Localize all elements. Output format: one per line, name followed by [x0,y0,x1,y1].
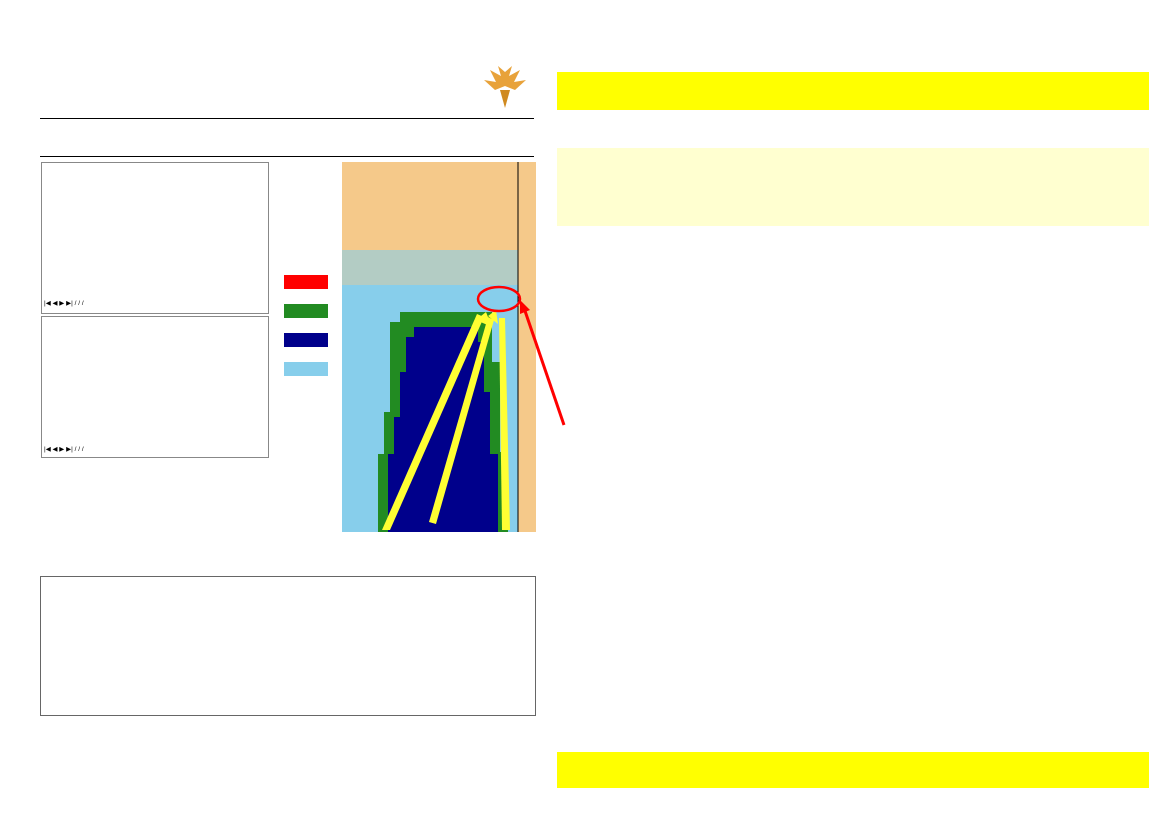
reverse-tabs: |◀ ◀ ▶ ▶| / / / [44,446,84,453]
detox-promo [557,752,1149,788]
phoenix-logo [480,64,530,118]
forward-table-panel [41,162,269,314]
oil-bar-chart [40,576,536,716]
point-title [557,148,1149,226]
lane-oil-graph [342,162,536,532]
tab-nav-arrows[interactable]: |◀ ◀ ▶ ▶| [44,300,73,307]
legend-forward-swatch [284,275,328,289]
difficulty-level [557,72,1149,110]
reverse-table-panel [41,316,269,458]
legend-combined-swatch [284,333,328,347]
forward-tabs: |◀ ◀ ▶ ▶| / / / [44,300,84,307]
legend-reverse-swatch [284,304,328,318]
legend-buff-swatch [284,362,328,376]
tab-nav-arrows[interactable]: |◀ ◀ ▶ ▶| [44,446,73,453]
divider [40,156,534,157]
divider [40,118,534,119]
pointer-arrow [520,300,570,430]
